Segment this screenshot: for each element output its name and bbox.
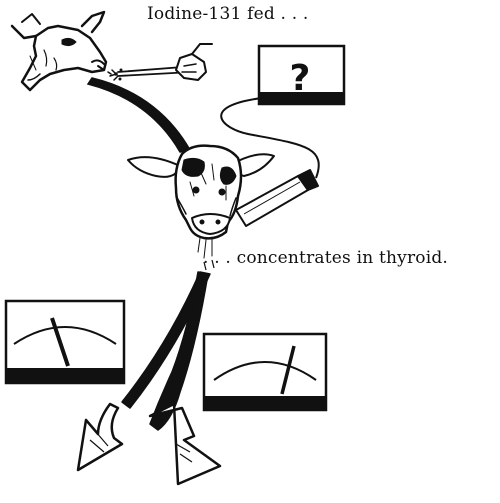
caption-iodine-fed: Iodine-131 fed . . . [147,4,309,24]
meter-lower-left [6,301,124,383]
caption-concentrates-thyroid: . . . concentrates in thyroid. [203,248,449,268]
feeding-dropper-illustration [108,44,212,80]
curved-arrow-goat-to-cow [88,78,190,152]
meter-lower-right [204,334,326,410]
question-mark-symbol: ? [289,58,311,99]
radiation-probe [236,170,318,226]
